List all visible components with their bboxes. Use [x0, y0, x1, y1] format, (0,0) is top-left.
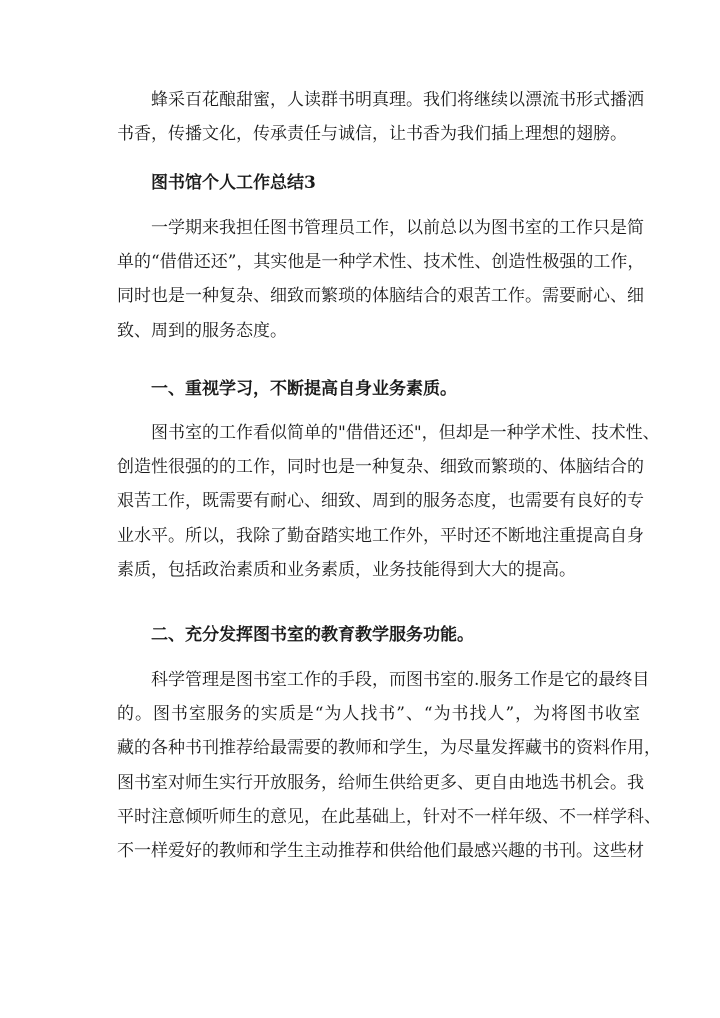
text-line: 单的“借借还还”，其实他是一种学术性、技术性、创造性极强的工作， [117, 252, 645, 273]
text-line: 不一样爱好的教师和学生主动推荐和供给他们最感兴趣的书刊。这些材 [117, 840, 644, 861]
paragraph-3 [117, 416, 660, 587]
text-line: 致、周到的服务态度。 [117, 320, 287, 341]
paragraph-2 [117, 211, 645, 348]
text-line: 素质，包括政治素质和业务素质，业务技能得到大大的提高。 [117, 559, 576, 580]
text-line: 创造性很强的的工作，同时也是一种复杂、细致而繁琐的、体脑结合的 [117, 457, 644, 478]
section-title: 图书馆个人工作总结3 [151, 173, 316, 193]
text-line: 藏的各种书刊推荐给最需要的教师和学生，为尽量发挥藏书的资料作用， [117, 738, 661, 759]
text-line: 蜂采百花酿甜蜜，人读群书明真理。我们将继续以漂流书形式播洒 [151, 90, 644, 110]
text-line: 图书室的工作看似简单的"借借还还"，但却是一种学术性、技术性、 [151, 423, 660, 443]
paragraph-1 [117, 83, 644, 151]
text-line: 科学管理是图书室工作的手段，而图书室的.服务工作是它的最终目 [151, 670, 650, 690]
text-line: 平时注意倾听师生的意见，在此基础上，针对不一样年级、不一样学科、 [117, 806, 661, 827]
text-line: 艰苦工作，既需要有耐心、细致、周到的服务态度，也需要有良好的专 [117, 491, 644, 512]
text-line: 同时也是一种复杂、细致而繁琐的体脑结合的艰苦工作。需要耐心、细 [117, 286, 644, 307]
text-line: 一学期来我担任图书管理员工作，以前总以为图书室的工作只是简 [151, 218, 644, 238]
text-line: 书香，传播文化，传承责任与诚信，让书香为我们插上理想的翅膀。 [117, 124, 627, 145]
heading-2: 二、充分发挥图书室的教育教学服务功能。 [151, 625, 474, 645]
paragraph-4 [117, 663, 661, 868]
text-line: 业水平。所以，我除了勤奋踏实地工作外，平时还不断地注重提高自身 [117, 525, 644, 546]
heading-1: 一、重视学习，不断提高自身业务素质。 [151, 379, 457, 399]
text-line: 的。图书室服务的实质是“为人找书”、“为书找人”，为将图书收室 [117, 704, 640, 725]
text-line: 图书室对师生实行开放服务，给师生供给更多、更自由地选书机会。我 [117, 772, 644, 793]
